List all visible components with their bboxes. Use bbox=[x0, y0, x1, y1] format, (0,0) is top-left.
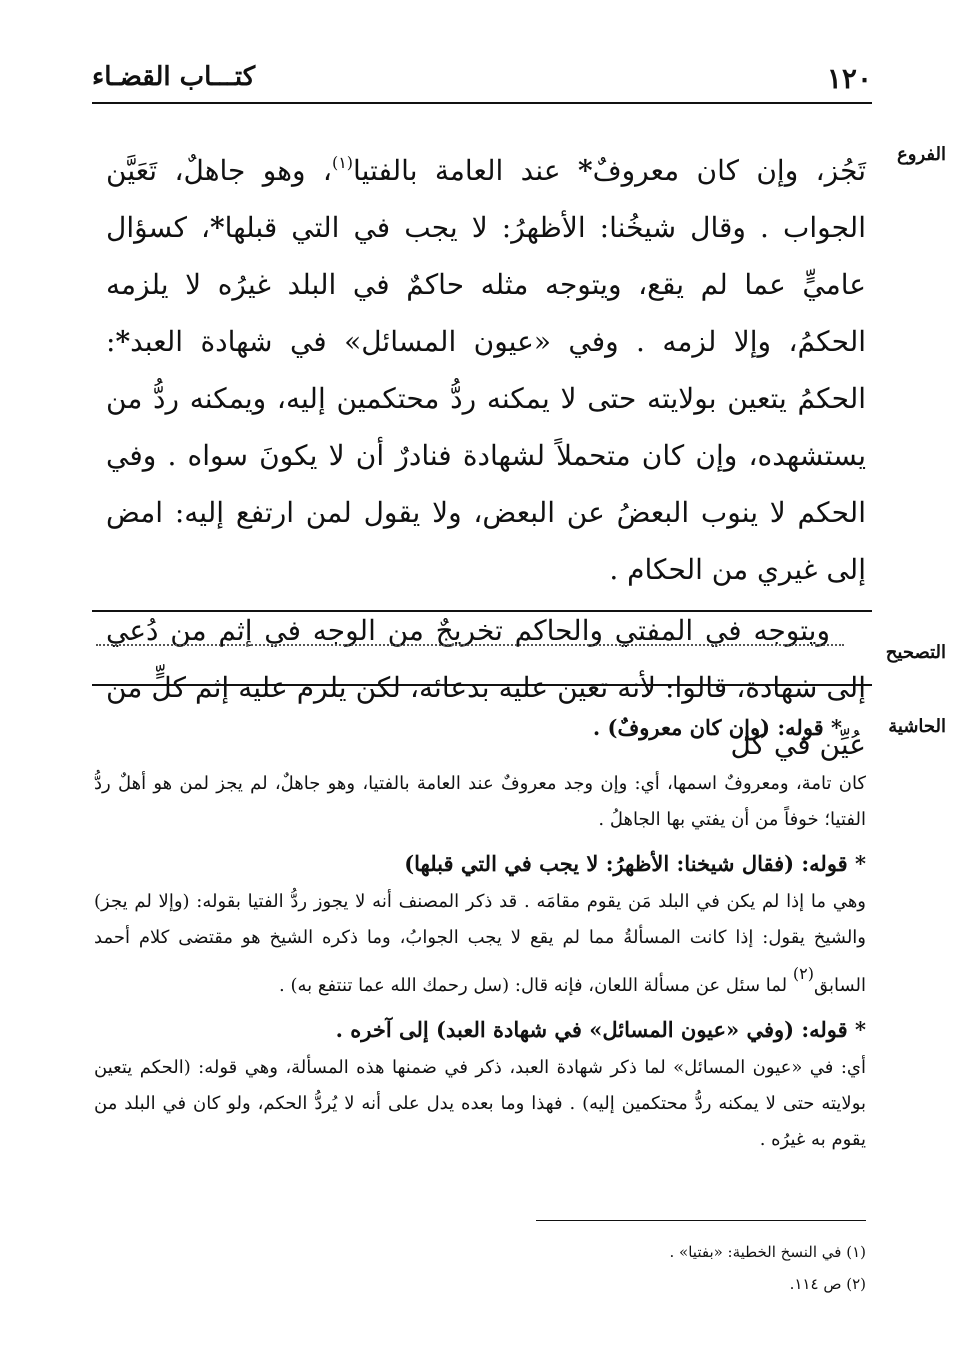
main-text-segment: عند العامة بالفتيا bbox=[353, 154, 578, 187]
header-divider bbox=[92, 102, 872, 104]
note-heading: * قوله: (وإن كان معروفٌ) . bbox=[592, 715, 842, 740]
label-hashiya: الحاشية bbox=[888, 716, 946, 737]
footnotes bbox=[106, 1236, 866, 1300]
hashiya-notes bbox=[94, 708, 866, 1164]
label-tashih: التصحيح bbox=[885, 642, 946, 663]
note-text-segment: لما سئل عن مسألة اللعان، فإنه قال: (سل رحمك الله عما تنتفع به) . bbox=[279, 975, 793, 996]
note-heading: * قوله: (فقال شيخنا: الأظهرُ: لا يجب في التي قبلها) bbox=[404, 851, 866, 876]
note-body bbox=[94, 884, 866, 1004]
note-body: كان تامة، ومعروفٌ اسمها، أي: وإن وجد معروفٌ عند العامة بالفتيا، وهو جاهلٌ، لم يجز لمن هو أهلٌ ردُّ الفتيا؛ خوفاً من أن يفتي بها الجاهلُ . bbox=[94, 773, 866, 830]
main-text bbox=[106, 134, 866, 773]
asterisk-marker: * bbox=[210, 211, 225, 244]
note-heading: * قوله: (وفي «عيون المسائل» في شهادة العبد) إلى آخره . bbox=[335, 1017, 866, 1042]
footnote: (٢) ص ١١٤. bbox=[789, 1275, 866, 1293]
main-text-segment: ، كسؤال عاميٍّ عما لم يقع، ويتوجه مثله حاكمٌ في البلد غيرُه لا يلزمه الحكمُ، وإلا لزمه . وفي «عيون المسائل» في شهادة العبد bbox=[106, 211, 866, 358]
main-text-segment: ، وهو جاهلٌ، تَعَيَّن الجواب . وقال شيخُنا: الأظهرُ: لا يجب في التي قبلها bbox=[106, 154, 866, 244]
tashih-divider bbox=[92, 684, 872, 686]
asterisk-marker: * bbox=[115, 325, 131, 358]
book-title: كتـــاب القضـاء bbox=[92, 62, 256, 92]
running-header bbox=[92, 58, 872, 98]
label-furu: الفروع bbox=[897, 144, 946, 165]
main-text-segment: : الحكمُ يتعين بولايته حتى لا يمكنه ردُّ محتكمين إليه، ويمكنه ردُّ من يستشهده، وإن كان متحملاً لشهادة فنادرٌ أن لا يكونَ سواه . وفي الحكم لا ينوب البعضُ عن البعض، ولا يقول لمن ارتفع إليه: امض إلى غيري من الحكام . bbox=[106, 325, 866, 586]
tashih-dotted-line bbox=[96, 644, 844, 646]
note-body: أي: في «عيون المسائل» لما ذكر شهادة العبد، ذكر في ضمنها هذه المسألة، وهي قوله: (الحكم يتعين بولايته حتى لا يمكنه ردُّ محتكمين إليه) . فهذا وما بعده يدل على أنه لا يُردُّ الحكم، ولو كان في البلد من يقوم به غيرُه . bbox=[94, 1057, 867, 1150]
note-text-segment: وهي ما إذا لم يكن في البلد مَن يقوم مقامَه . قد ذكر المصنف أنه لا يجوز ردُّ الفتيا بقوله: (وإلا لم يجز) والشيخ يقول: إذا كانت المسألةُ مما لم يقع لا يجب الجوابُ، وما ذكره الشيخ هو مقتضى كلام أحمد السابق bbox=[94, 891, 866, 996]
main-paragraph-1 bbox=[106, 134, 866, 598]
main-text-divider bbox=[92, 610, 872, 612]
footnote: (١) في النسخ الخطية: «بفتيا» . bbox=[669, 1243, 866, 1261]
footnote-ref: (١) bbox=[331, 153, 354, 172]
footnote-ref: (٢) bbox=[792, 964, 814, 983]
page-number: ١٢٠ bbox=[826, 62, 872, 95]
footnote-divider bbox=[536, 1220, 866, 1221]
main-text-segment: تَجُز، وإن كان معروفٌ bbox=[592, 154, 866, 187]
asterisk-marker: * bbox=[577, 154, 593, 187]
main-text-segment: ويتوجه في المفتي والحاكم تخريجٌ من الوجه في إثم من دُعي إلى شهادة، قالوا: لأنه تعين عليه بدعائه، لكن يلزم عليه إثم كلٍّ من عُيِّن في كل bbox=[106, 614, 866, 761]
